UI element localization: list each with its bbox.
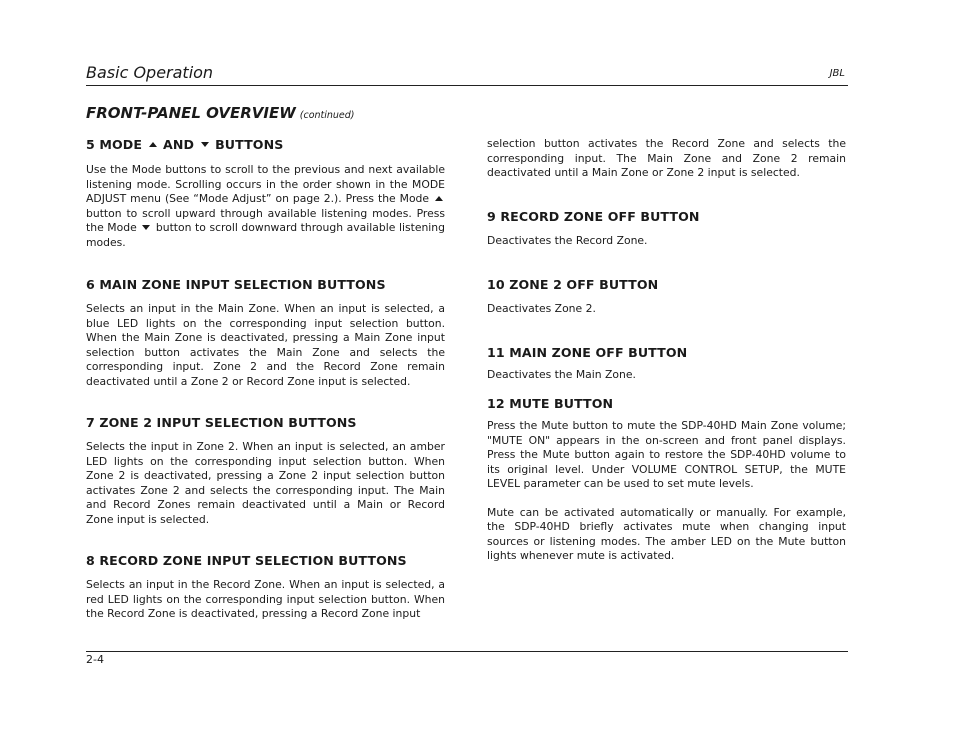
para-mute-2: Mute can be activated automatically or manually. For example, the SDP-40HD briefly activates mute when changing input sources or listening modes. The amber LED on the Mute button lights whenever mute is activated. [487, 505, 846, 562]
down-arrow-icon [142, 225, 150, 230]
heading-record-zone-off: 9 RECORD ZONE OFF BUTTON [487, 208, 700, 224]
para-zone2-input: Selects the input in Zone 2. When an input is selected, an amber LED lights on the corresponding input selection button. When Zone 2 is deactivated, pressing a Zone 2 input selection button activates Zone 2 and selects the corresponding input. The Main and Record Zones remain deactivated until a Main or Record Zone input is selected. [86, 440, 445, 526]
heading-zone2-off: 10 ZONE 2 OFF BUTTON [487, 277, 659, 292]
footer-rule [86, 651, 848, 652]
down-arrow-icon [201, 142, 209, 147]
para-mode-a: Use the Mode buttons to scroll to the previous and next available listening mode. Scrolling occurs in the order shown in the MODE ADJUST menu (See “Mode Adjust” on page 2.). Press the Mode [86, 163, 445, 205]
heading-mode-a: 5 MODE [86, 137, 143, 152]
heading-record-zone-input: 8 RECORD ZONE INPUT SELECTION BUTTONS [86, 553, 407, 568]
para-zone2-off: Deactivates Zone 2. [487, 302, 596, 315]
right-column [487, 137, 846, 564]
para-main-zone-off: Deactivates the Main Zone. [487, 367, 636, 381]
left-column [86, 137, 445, 622]
para-mute-1: Press the Mute button to mute the SDP-40HD Main Zone volume; "MUTE ON" appears in the on-screen and front panel displays. Press the Mute button again to restore the SDP-40HD volume to its original level. Under VOLUME CONTROL SETUP, the MUTE LEVEL parameter can be used to set mute levels. [487, 419, 846, 490]
para-record-zone-off: Deactivates the Record Zone. [487, 233, 648, 247]
heading-main-zone-off: 11 MAIN ZONE OFF BUTTON [487, 344, 688, 360]
heading-mute: 12 MUTE BUTTON [487, 396, 614, 411]
para-mode [86, 163, 445, 250]
para-mode-b: button to scroll upward through available listening modes. Press the Mode [86, 206, 445, 234]
page-number: 2-4 [86, 653, 104, 666]
heading-zone2-input: 7 ZONE 2 INPUT SELECTION BUTTONS [86, 415, 357, 430]
header-brand: JBL [829, 68, 845, 79]
para-record-zone-cont: selection button activates the Record Zone and selects the corresponding input. The Main Zone and Zone 2 remain deactivated until a Main Zone or Zone 2 input is selected. [487, 137, 846, 179]
heading-main-zone-input: 6 MAIN ZONE INPUT SELECTION BUTTONS [86, 277, 386, 292]
section-title-text: FRONT-PANEL OVERVIEW [86, 104, 296, 122]
heading-mode-c: BUTTONS [215, 137, 284, 152]
up-arrow-icon [435, 196, 443, 201]
section-title [86, 104, 355, 122]
up-arrow-icon [149, 142, 157, 147]
header-rule [86, 85, 848, 86]
para-main-zone-input: Selects an input in the Main Zone. When an input is selected, a blue LED lights on the corresponding input selection button. When the Main Zone is deactivated, pressing a Main Zone input selection button activates the Main Zone and selects the corresponding input. Zone 2 and the Record Zone remain deactivated until a Zone 2 or Record Zone input is selected. [86, 302, 445, 388]
section-continued: (continued) [299, 110, 355, 121]
para-mode-c: button to scroll downward through available listening modes. [86, 221, 445, 249]
header-title: Basic Operation [86, 63, 214, 82]
heading-mode-buttons [86, 137, 445, 152]
para-record-zone-input: Selects an input in the Record Zone. When an input is selected, a red LED lights on the corresponding input selection button. When the Record Zone is deactivated, pressing a Record Zone input [86, 578, 445, 620]
heading-mode-b: AND [163, 137, 195, 152]
